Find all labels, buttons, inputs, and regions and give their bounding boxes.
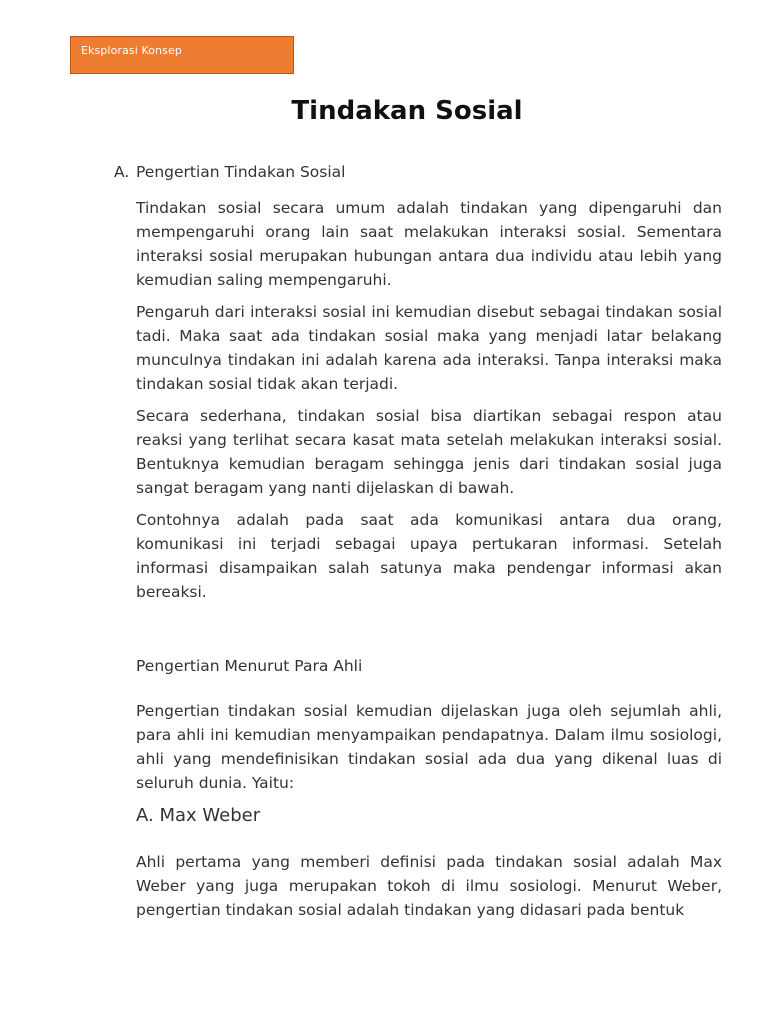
experts-intro-paragraph: Pengertian tindakan sosial kemudian dijelaskan juga oleh sejumlah ahli, para ahli ini kemudian menyampaikan pendapatnya. Dalam ilmu sosiologi, ahli yang mendefinisikan tindakan sosial ada dua yang dikenal luas di seluruh dunia. Yaitu:: [136, 702, 722, 792]
subheading: Pengertian Menurut Para Ahli: [136, 657, 363, 675]
section-marker: A.: [114, 163, 130, 181]
paragraph: Pengaruh dari interaksi sosial ini kemudian disebut sebagai tindakan sosial tadi. Maka saat ada tindakan sosial maka yang menjadi latar belakang munculnya tindakan ini adalah karena ada interaksi. Tanpa interaksi maka tindakan sosial tidak akan terjadi.: [136, 303, 722, 393]
category-badge-label: Eksplorasi Konsep: [81, 44, 182, 57]
expert-paragraph: Ahli pertama yang memberi definisi pada tindakan sosial adalah Max Weber yang juga merupakan tokoh di ilmu sosiologi. Menurut Weber, pengertian tindakan sosial adalah tindakan yang didasari pada bentuk: [136, 853, 722, 919]
section-heading-text: Pengertian Tindakan Sosial: [136, 163, 346, 181]
paragraph: Secara sederhana, tindakan sosial bisa diartikan sebagai respon atau reaksi yang terlihat secara kasat mata setelah melakukan interaksi sosial. Bentuknya kemudian beragam sehingga jenis dari tindakan sosial juga sangat beragam yang nanti dijelaskan di bawah.: [136, 407, 722, 497]
paragraph: Contohnya adalah pada saat ada komunikasi antara dua orang, komunikasi ini terjadi sebagai upaya pertukaran informasi. Setelah informasi disampaikan salah satunya maka pendengar informasi akan bereaksi.: [136, 511, 722, 601]
paragraph: Tindakan sosial secara umum adalah tindakan yang dipengaruhi dan mempengaruhi orang lain saat melakukan interaksi sosial. Sementara interaksi sosial merupakan hubungan antara dua individu atau lebih yang kemudian saling mempengaruhi.: [136, 199, 722, 289]
section-heading: [114, 163, 345, 181]
expert-heading: A. Max Weber: [136, 805, 261, 826]
document-title: Tindakan Sosial: [291, 96, 523, 126]
category-badge: [70, 36, 294, 74]
